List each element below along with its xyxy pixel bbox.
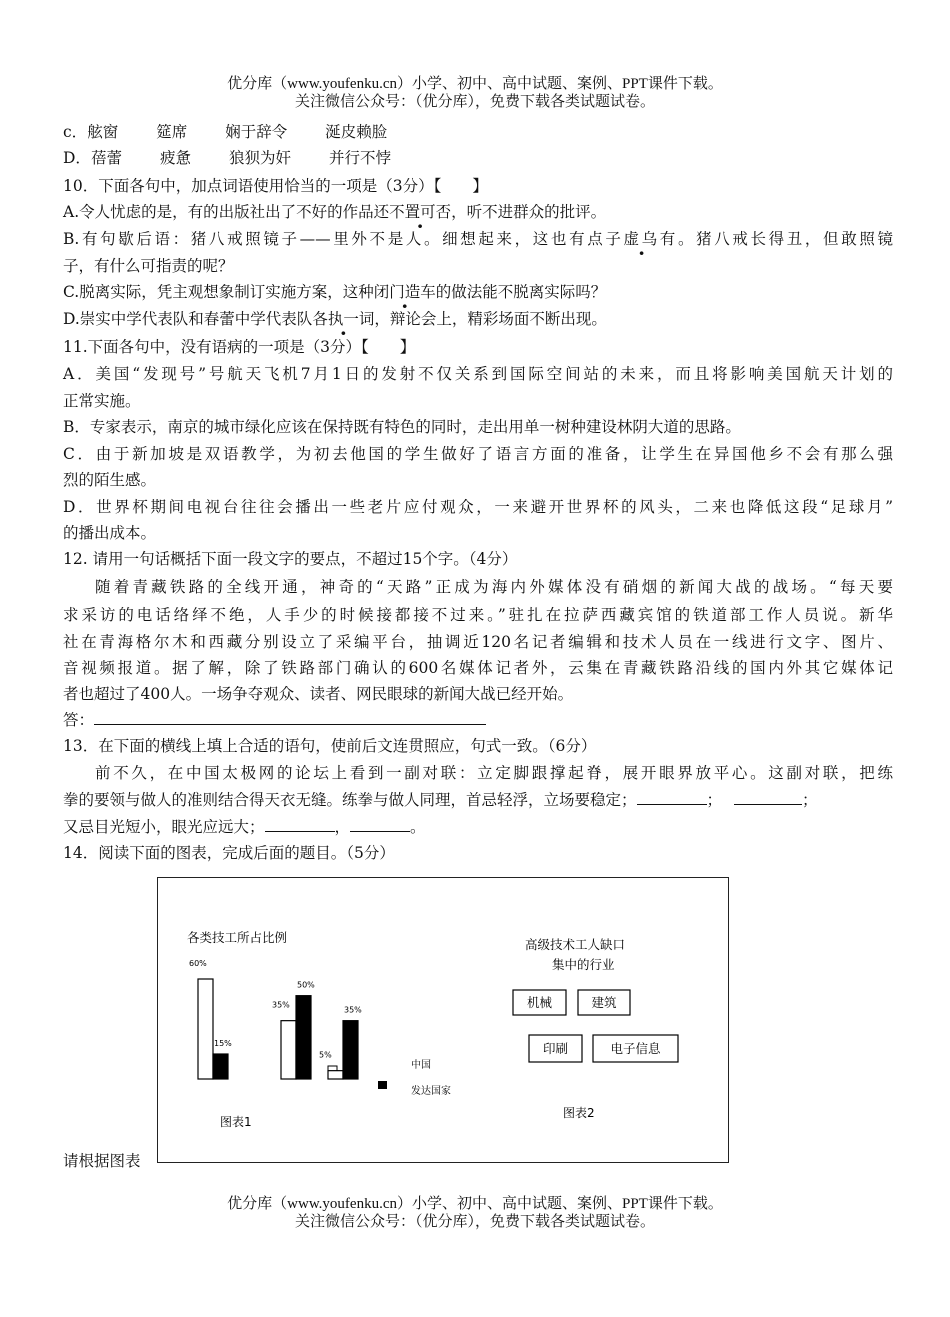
q11-option-d: D．世界杯期间电视台往往会播出一些老片应付观众，一来避开世界杯的风头，二来也降低这段“足球月” [63, 498, 893, 516]
industry-label-2: 建筑 [591, 995, 617, 1010]
data-label-developed-2: 50% [297, 980, 315, 990]
q12-passage-1: 随着青藏铁路的全线开通，神奇的“天路”正成为海内外媒体没有硝烟的新闻大战的战场。“每天要 [95, 578, 893, 596]
data-label-china-2: 35% [272, 1000, 290, 1010]
q10-stem: 10．下面各句中，加点词语使用恰当的一项是（3分）【 】 [63, 177, 488, 195]
industry-label-3: 印刷 [542, 1041, 569, 1056]
chart1-title: 各类技工所占比例 [187, 930, 288, 945]
q14-stem: 14．阅读下面的图表，完成后面的题目。（5分） [63, 844, 395, 862]
fill-blank-4[interactable] [350, 817, 410, 832]
industry-label-1: 机械 [526, 995, 553, 1010]
q14-tail: 请根据图表 [63, 1152, 141, 1170]
legend-label-china: 中国 [411, 1060, 431, 1071]
q10-option-b-cont: 子，有什么可指责的呢？ [63, 257, 234, 275]
q13-stem: 13．在下面的横线上填上合适的语句，使前后文连贯照应，句式一致。（6分） [63, 737, 597, 755]
fill-blank-2[interactable] [734, 790, 802, 805]
chart2-caption: 图表2 [563, 1106, 595, 1120]
q11-option-c: C．由于新加坡是双语教学，为初去他国的学生做好了语言方面的准备，让学生在异国他乡不会有那么强 [63, 445, 893, 463]
dotted-phrase: 子虚乌有 [605, 230, 678, 248]
q10-option-c: C.脱离实际，凭主观想象制订实施方案，这种闭门造车的做法能不脱离实际吗？ [63, 283, 607, 301]
chart-figure [157, 877, 729, 1163]
dotted-phrase: 不置可否 [389, 203, 452, 221]
q11-stem: 11.下面各句中，没有语病的一项是（3分）【 】 [63, 338, 416, 356]
bar-china-1 [198, 979, 213, 1079]
q10-option-b: B.有句歇后语：猪八戒照镜子——里外不是人。细想起来，这也有点子虚乌有。猪八戒长得丑，但敢照镜 [63, 230, 893, 248]
dotted-phrase: 各执一词 [312, 310, 375, 328]
answer-blank[interactable] [94, 710, 486, 725]
q11-option-b: B．专家表示，南京的城市绿化应该在保持既有特色的同时，走出用单一树种建设林阴大道的思路。 [63, 418, 741, 436]
bar-china-3 [328, 1071, 343, 1079]
header-line-1: 优分库（www.youfenku.cn）小学、初中、高中试题、案例、PPT课件下载。 [227, 76, 723, 92]
q13-passage-2: 拳的要领与做人的准则结合得天衣无缝。练拳与做人同理，首忌轻浮，立场要稳定； ； ； [63, 791, 818, 809]
bar-developed-1 [213, 1054, 228, 1079]
fill-blank-3[interactable] [265, 817, 335, 832]
data-label-china-3: 5% [319, 1050, 332, 1060]
q12-passage-2: 求采访的电话络绎不绝，人手少的时候接都接不过来。”驻扎在拉萨西藏宾馆的铁道部工作人员说。新华 [63, 606, 893, 624]
q10-option-a: A.令人忧虑的是，有的出版社出了不好的作品还不置可否，听不进群众的批评。 [63, 203, 607, 221]
q10-option-d: D.崇实中学代表队和春蕾中学代表队各执一词，辩论会上，精彩场面不断出现。 [63, 310, 607, 328]
footer-line-1: 优分库（www.youfenku.cn）小学、初中、高中试题、案例、PPT课件下载。 [227, 1196, 723, 1212]
bar-developed-3 [343, 1021, 358, 1079]
dotted-phrase: 闭门造车 [373, 283, 436, 301]
chart-svg [158, 878, 728, 1162]
chart2-title-line2: 集中的行业 [552, 957, 615, 972]
legend-label-developed: 发达国家 [411, 1086, 451, 1097]
bar-developed-2 [296, 996, 311, 1079]
q12-stem: 12. 请用一句话概括下面一段文字的要点，不超过15个字。（4分） [63, 550, 518, 568]
q11-option-a: A．美国“发现号”号航天飞机7月1日的发射不仅关系到国际空间站的未来，而且将影响美国航天计划的 [63, 365, 893, 383]
industry-label-4: 电子信息 [610, 1041, 661, 1056]
legend-swatch-developed [378, 1081, 387, 1089]
bar-china-2 [281, 1021, 296, 1079]
q13-passage-1: 前不久，在中国太极网的论坛上看到一副对联：立定脚跟撑起脊，展开眼界放平心。这副对联，把练 [95, 764, 893, 782]
chart2-title-line1: 高级技术工人缺口 [525, 937, 626, 952]
data-label-developed-3: 35% [344, 1005, 362, 1015]
q9-option-d: D．蓓蕾 疲惫 狼狈为奸 并行不悖 [63, 149, 391, 167]
q12-answer: 答： [63, 710, 893, 730]
data-label-china-1: 60% [189, 959, 207, 968]
q9-option-c: c．舷窗 筵席 娴于辞令 涎皮赖脸 [63, 123, 388, 141]
q12-passage-4: 音视频报道。据了解，除了铁路部门确认的600名媒体记者外，云集在青藏铁路沿线的国内外其它媒体记 [63, 659, 893, 677]
data-label-developed-1: 15% [214, 1039, 232, 1048]
chart1-caption: 图表1 [220, 1115, 252, 1129]
q12-passage-3: 社在青海格尔木和西藏分别设立了采编平台，抽调近120名记者编辑和技术人员在一线进行文字、图片、 [63, 633, 893, 651]
q11-option-a-cont: 正常实施。 [63, 392, 141, 410]
fill-blank-1[interactable] [637, 790, 707, 805]
q11-option-d-cont: 的播出成本。 [63, 524, 157, 542]
footer-line-2: 关注微信公众号：（优分库），免费下载各类试题试卷。 [294, 1214, 655, 1230]
header-line-2: 关注微信公众号：（优分库），免费下载各类试题试卷。 [294, 94, 655, 110]
q11-option-c-cont: 烈的陌生感。 [63, 471, 157, 489]
text-cover [145, 1140, 157, 1170]
q12-passage-5: 者也超过了400人。一场争夺观众、读者、网民眼球的新闻大战已经开始。 [63, 685, 574, 703]
q13-passage-3: 又忌目光短小，眼光应远大； ， 。 [63, 818, 426, 836]
